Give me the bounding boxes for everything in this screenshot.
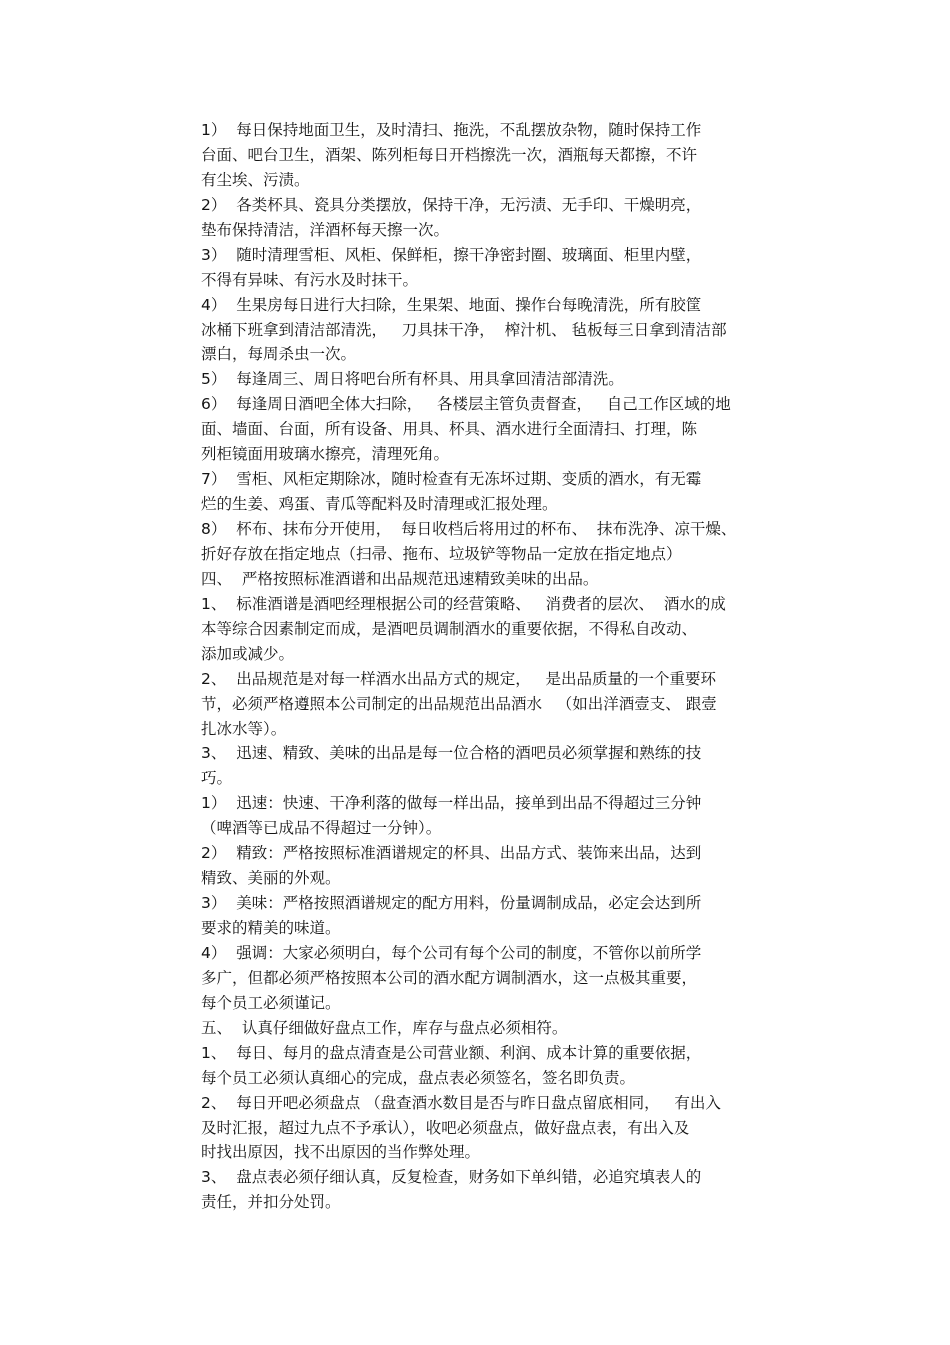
text-line: 时找出原因，找不出原因的当作弊处理。 [201, 1143, 481, 1162]
text-line: 折好存放在指定地点（扫帚、拖布、垃圾铲等物品一定放在指定地点） [201, 544, 682, 563]
text-line: 3） 随时清理雪柜、风柜、保鲜柜，擦干净密封圈、玻璃面、柜里内壁， [201, 245, 702, 264]
text-line: 添加或减少。 [201, 644, 295, 663]
text-line: 3、 迅速、精致、美味的出品是每一位合格的酒吧员必须掌握和熟练的技 [201, 744, 702, 763]
text-line: 1） 每日保持地面卫生，及时清扫、拖洗，不乱摆放杂物，随时保持工作 [201, 121, 702, 139]
text-line: 巧。 [201, 769, 233, 788]
text-line: 3、 盘点表必须仔细认真，反复检查，财务如下单纠错，必追究填表人的 [201, 1168, 702, 1187]
text-line: 4） 强调：大家必须明白，每个公司有每个公司的制度，不管你以前所学 [201, 943, 702, 962]
text-line: 四、 严格按照标准酒谱和出品规范迅速精致美味的出品。 [201, 569, 599, 588]
text-line: （啤酒等已成品不得超过一分钟）。 [201, 819, 442, 838]
text-line: 2、 出品规范是对每一样酒水出品方式的规定， 是出品质量的一个重要环 [201, 669, 716, 688]
text-line: 列柜镜面用玻璃水擦亮，清理死角。 [201, 445, 450, 464]
text-line: 漂白，每周杀虫一次。 [201, 345, 357, 364]
document-body [201, 118, 811, 1215]
text-line: 精致、美丽的外观。 [201, 869, 341, 888]
text-line: 每个员工必须谨记。 [201, 993, 341, 1012]
text-line: 2） 各类杯具、瓷具分类摆放，保持干净，无污渍、无手印、干燥明亮， [201, 195, 702, 214]
text-line: 2） 精致：严格按照标准酒谱规定的杯具、出品方式、装饰来出品，达到 [201, 844, 702, 863]
text-line: 4） 生果房每日进行大扫除，生果架、地面、操作台每晚清洗，所有胶筐 [201, 295, 702, 314]
text-line: 1） 迅速：快速、干净利落的做每一样出品，接单到出品不得超过三分钟 [201, 794, 702, 813]
text-line: 烂的生姜、鸡蛋、青瓜等配料及时清理或汇报处理。 [201, 495, 558, 514]
text-line: 1、 标准酒谱是酒吧经理根据公司的经营策略、 消费者的层次、 酒水的成 [201, 594, 726, 613]
text-line: 多广，但都必须严格按照本公司的酒水配方调制酒水，这一点极其重要， [201, 968, 698, 987]
text-line: 及时汇报，超过九点不予承认），收吧必须盘点，做好盘点表，有出入及 [201, 1118, 690, 1137]
text-line: 五、 认真仔细做好盘点工作，库存与盘点必须相符。 [201, 1018, 568, 1037]
text-line: 要求的精美的味道。 [201, 919, 341, 937]
text-line: 有尘埃、污渍。 [201, 170, 310, 189]
text-line: 面、墙面、台面，所有设备、用具、杯具、酒水进行全面清扫、打理，陈 [201, 420, 698, 439]
text-line: 3） 美味：严格按照酒谱规定的配方用料，份量调制成品，必定会达到所 [201, 894, 702, 913]
text-line: 5） 每逢周三、周日将吧台所有杯具、用具拿回清洁部清洗。 [201, 370, 624, 389]
text-line: 不得有异味、有污水及时抹干。 [201, 270, 419, 289]
text-line: 扎冰水等）。 [201, 719, 287, 738]
text-line: 2、 每日开吧必须盘点 （盘查酒水数目是否与昨日盘点留底相同， 有出入 [201, 1093, 721, 1112]
text-line: 冰桶下班拿到清洁部清洗， 刀具抹干净， 榨汁机、 毡板每三日拿到清洁部 [201, 320, 727, 339]
text-line: 每个员工必须认真细心的完成，盘点表必须签名，签名即负责。 [201, 1068, 636, 1087]
text-line: 6） 每逢周日酒吧全体大扫除， 各楼层主管负责督查， 自己工作区域的地 [201, 395, 731, 414]
text-line: 垫布保持清洁，洋酒杯每天擦一次。 [201, 220, 450, 239]
text-line: 8） 杯布、抹布分开使用， 每日收档后将用过的杯布、 抹布洗净、凉干燥、 [201, 520, 737, 538]
text-line: 节，必须严格遵照本公司制定的出品规范出品酒水 （如出洋酒壹支、 跟壹 [201, 694, 717, 713]
text-line: 本等综合因素制定而成，是酒吧员调制酒水的重要依据，不得私自改动、 [201, 619, 698, 638]
text-line: 台面、吧台卫生，酒架、陈列柜每日开档擦洗一次，酒瓶每天都擦，不许 [201, 145, 698, 164]
text-line: 7） 雪柜、风柜定期除冰，随时检查有无冻坏过期、变质的酒水，有无霉 [201, 470, 702, 489]
text-line: 责任，并扣分处罚。 [201, 1193, 341, 1212]
text-line: 1、 每日、每月的盘点清查是公司营业额、利润、成本计算的重要依据， [201, 1043, 702, 1062]
